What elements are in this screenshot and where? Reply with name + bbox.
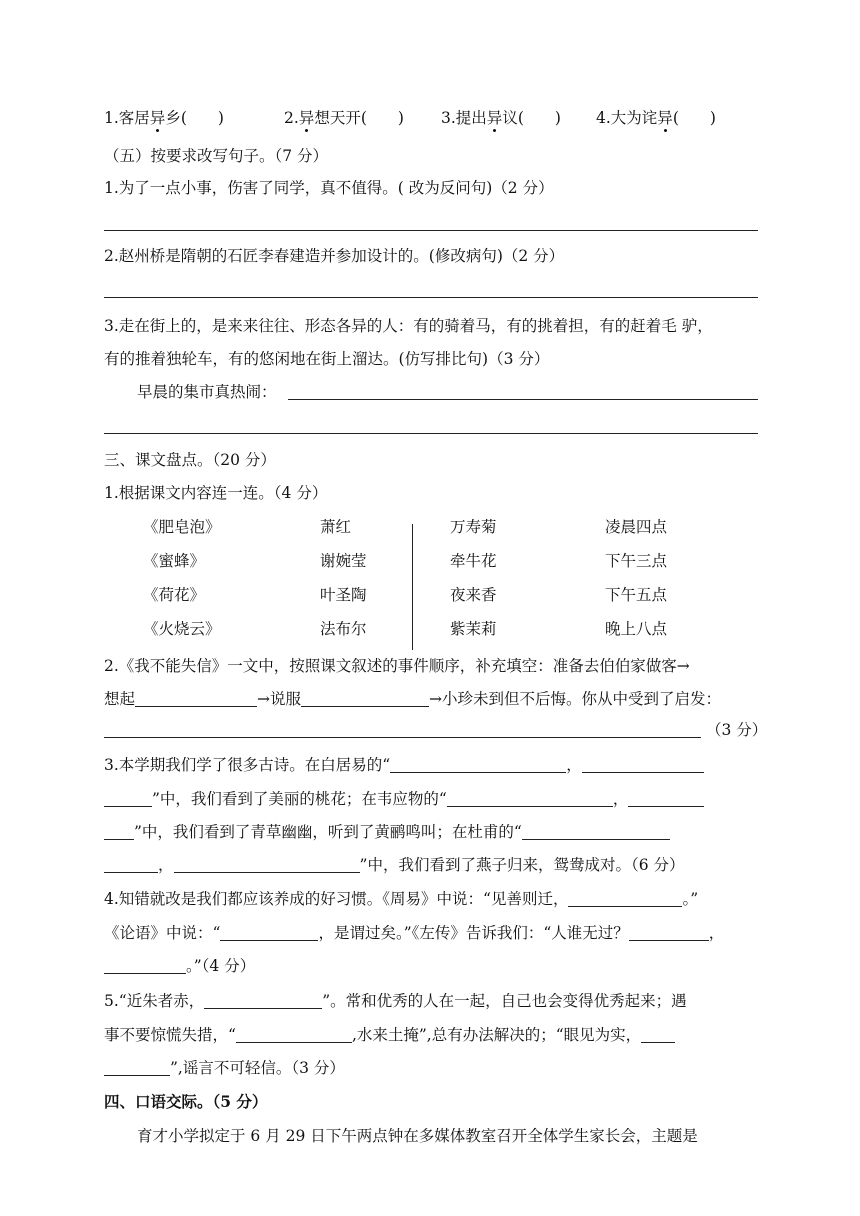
s4-body: 育才小学拟定于 6 月 29 日下午两点钟在多媒体教室召开全体学生家长会，主题是 xyxy=(137,1127,698,1145)
fill-blank[interactable] xyxy=(104,1059,170,1076)
match-time[interactable]: 晚上八点 xyxy=(605,620,668,638)
fill-blank[interactable] xyxy=(220,924,318,941)
s3-question-3-line4: ， ”中，我们看到了燕子归来，鸳鸯成对。（6 分） xyxy=(104,854,684,876)
s3-question-3-line2: ”中，我们看到了美丽的桃花；在韦应物的“ ， xyxy=(104,788,704,810)
s3-question-5-line2: 事不要惊慌失措，“ ,水来土掩”,总有办法解决的；“眼见为实， xyxy=(104,1024,675,1046)
s3-question-4-line1: 4.知错就改是我们都应该养成的好习惯。《周易》中说：“见善则迁， 。” xyxy=(104,890,699,908)
q4-item-3: 3.提出异议( ) xyxy=(441,109,561,127)
fill-blank[interactable] xyxy=(447,790,613,807)
s5-question-2: 2.赵州桥是隋朝的石匠李春建造并参加设计的。(修改病句)（2 分） xyxy=(104,247,565,265)
match-flower[interactable]: 紫茉莉 xyxy=(450,620,497,638)
s5-question-1: 1.为了一点小事，伤害了同学，真不值得。( 改为反问句)（2 分） xyxy=(104,179,554,197)
q4-item-1: 1.客居异乡( ) xyxy=(104,109,224,127)
divider-line xyxy=(412,524,413,650)
s3-question-3-line1: 3.本学期我们学了很多古诗。在白居易的“ ， xyxy=(104,754,704,776)
match-title[interactable]: 《荷花》 xyxy=(143,586,206,604)
s3-question-1: 1.根据课文内容连一连。（4 分） xyxy=(104,484,328,502)
fill-blank[interactable] xyxy=(104,790,152,807)
answer-line[interactable] xyxy=(104,433,758,434)
s3-question-5-line1: 5.“近朱者赤， ”。常和优秀的人在一起，自己也会变得优秀起来；遇 xyxy=(104,992,687,1010)
match-flower[interactable]: 牵牛花 xyxy=(450,552,497,570)
match-flower[interactable]: 万寿菊 xyxy=(450,518,497,536)
section-5-heading: （五）按要求改写句子。（7 分） xyxy=(104,147,329,165)
fill-blank[interactable] xyxy=(104,856,158,873)
match-time[interactable]: 下午五点 xyxy=(605,586,668,604)
answer-line[interactable] xyxy=(104,737,701,738)
q4-item-4: 4.大为诧异( ) xyxy=(596,109,716,127)
fill-blank[interactable] xyxy=(641,1026,675,1043)
s3-question-4-line3: 。”（4 分） xyxy=(104,955,255,977)
section-3-heading: 三、课文盘点。（20 分） xyxy=(104,451,276,469)
match-author[interactable]: 法布尔 xyxy=(320,620,367,638)
match-title[interactable]: 《肥皂泡》 xyxy=(143,518,221,536)
fill-blank[interactable] xyxy=(582,756,704,773)
s3-question-2-line2: 想起 →说服 →小珍未到但不后悔。你从中受到了启发： xyxy=(104,690,722,708)
match-flower[interactable]: 夜来香 xyxy=(450,586,497,604)
match-author[interactable]: 萧红 xyxy=(320,518,352,536)
s3-question-2-score: （3 分） xyxy=(706,721,768,739)
dotted-char: 异 xyxy=(298,109,315,127)
dotted-char: 异 xyxy=(657,109,673,127)
q4-item-2: 2.异想天开( ) xyxy=(284,109,404,127)
s3-question-4-line2: 《论语》中说：“ ，是谓过矣。”《左传》告诉我们：“人谁无过？ ， xyxy=(104,924,725,942)
fill-blank[interactable] xyxy=(301,690,429,707)
s3-question-3-line3: ”中，我们看到了青草幽幽，听到了黄鹂鸣叫；在杜甫的“ xyxy=(104,821,670,843)
dotted-char: 异 xyxy=(149,109,166,127)
match-time[interactable]: 凌晨四点 xyxy=(605,518,668,536)
s3-question-5-line3: ”,谣言不可轻信。（3 分） xyxy=(104,1057,345,1079)
fill-blank[interactable] xyxy=(204,992,322,1009)
s5-question-3-line1: 3.走在街上的，是来来往往、形态各异的人：有的骑着马，有的挑着担，有的赶着毛 驴， xyxy=(104,317,713,335)
answer-line[interactable] xyxy=(104,230,758,231)
fill-blank[interactable] xyxy=(568,890,682,907)
match-title[interactable]: 《火烧云》 xyxy=(143,620,221,638)
match-title[interactable]: 《蜜蜂》 xyxy=(143,552,206,570)
answer-line[interactable] xyxy=(288,399,758,400)
match-author[interactable]: 叶圣陶 xyxy=(320,586,367,604)
answer-line[interactable] xyxy=(104,297,758,298)
fill-blank[interactable] xyxy=(390,756,566,773)
fill-blank[interactable] xyxy=(135,690,257,707)
s5-question-3-prompt: 早晨的集市真热闹： xyxy=(137,383,277,401)
s5-question-3-line2: 有的推着独轮车，有的悠闲地在街上溜达。(仿写排比句)（3 分） xyxy=(104,350,550,368)
s3-question-2-line1: 2.《我不能失信》一文中，按照课文叙述的事件顺序，补充填空：准备去伯伯家做客→ xyxy=(104,657,690,675)
fill-blank[interactable] xyxy=(628,790,704,807)
fill-blank[interactable] xyxy=(104,957,186,974)
match-author[interactable]: 谢婉莹 xyxy=(320,552,367,570)
match-time[interactable]: 下午三点 xyxy=(605,552,668,570)
fill-blank[interactable] xyxy=(629,924,709,941)
section-4-heading: 四、口语交际。（5 分） xyxy=(104,1092,268,1111)
fill-blank[interactable] xyxy=(522,823,670,840)
fill-blank[interactable] xyxy=(174,856,360,873)
fill-blank[interactable] xyxy=(236,1026,352,1043)
fill-blank[interactable] xyxy=(104,823,134,840)
dotted-char: 异 xyxy=(486,109,503,127)
